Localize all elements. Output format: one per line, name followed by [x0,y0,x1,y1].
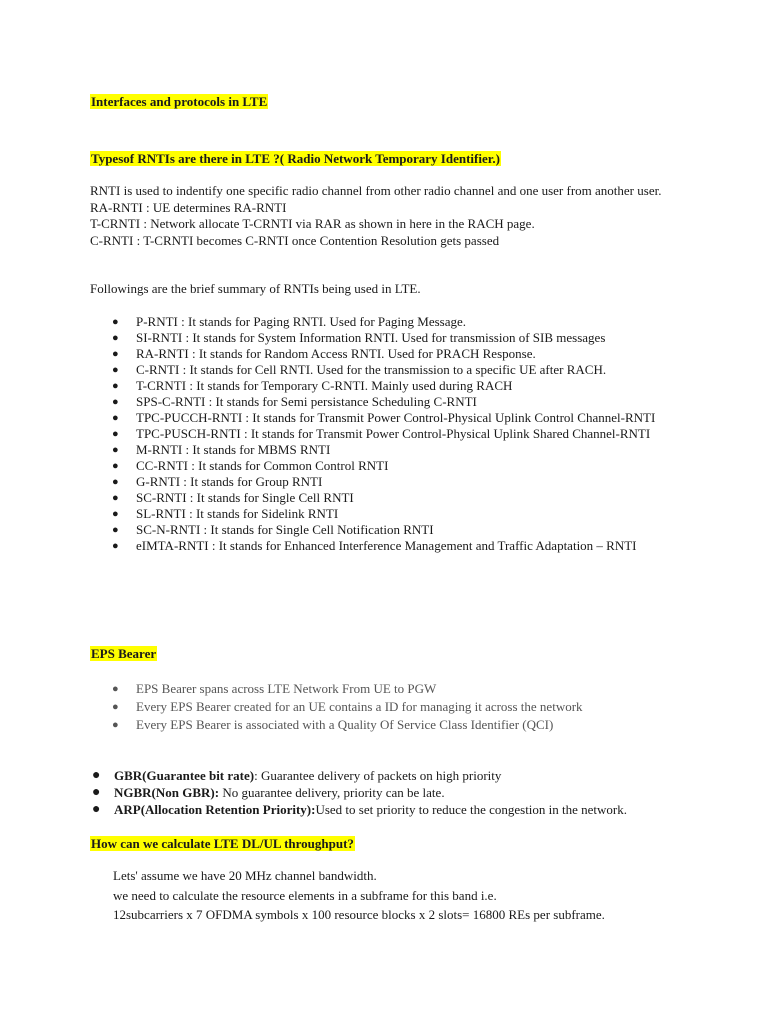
list-item [112,522,672,538]
bearer-desc: Used to set priority to reduce the congestion in the network. [315,802,628,817]
bearer-desc: No guarantee delivery, priority can be late. [219,785,445,800]
summary-intro [90,281,680,298]
heading-eps-bearer-text: EPS Bearer [91,646,157,661]
rnti-intro-line: RA-RNTI : UE determines RA-RNTI [90,199,287,215]
bullet-icon: ● [112,412,119,424]
list-item [112,426,672,442]
heading-interfaces-text: Interfaces and protocols in LTE [91,94,268,109]
list-item-text: Every EPS Bearer created for an UE contains a ID for managing it across the network [136,699,583,714]
list-item-text: SPS-C-RNTI : It stands for Semi persistance Scheduling C-RNTI [136,394,477,409]
bullet-icon: ● [112,460,119,472]
list-item [112,314,672,330]
bearer-desc: : Guarantee delivery of packets on high priority [254,768,502,783]
list-item [112,410,672,426]
bearer-types-list [92,767,692,818]
list-item [112,716,672,734]
bullet-icon: ● [112,540,119,552]
heading-throughput-text: How can we calculate LTE DL/UL throughput? [91,836,354,851]
throughput-line: Lets' assume we have 20 MHz channel bandwidth. [113,868,377,883]
list-item-text: C-RNTI : It stands for Cell RNTI. Used for the transmission to a specific UE after RACH. [136,362,607,377]
bullet-icon: ● [92,802,101,817]
list-item-text: T-CRNTI : It stands for Temporary C-RNTI. Mainly used during RACH [136,378,513,393]
rnti-intro-line: C-RNTI : T-CRNTI becomes C-RNTI once Contention Resolution gets passed [90,232,500,248]
bullet-icon: ● [112,316,119,328]
list-item-text: P-RNTI : It stands for Paging RNTI. Used for Paging Message. [136,314,467,329]
list-item-text: EPS Bearer spans across LTE Network From UE to PGW [136,681,437,696]
list-item [112,490,672,506]
heading-rnti-types-text: Typesof RNTIs are there in LTE ?( Radio Network Temporary Identifier.) [91,151,500,166]
list-item [92,784,692,801]
bullet-icon: ● [112,364,119,376]
list-item [112,346,672,362]
rnti-intro-line: T-CRNTI : Network allocate T-CRNTI via RAR as shown in here in the RACH page. [90,216,535,231]
list-item [92,801,692,818]
bullet-icon: ● [112,428,119,440]
list-item [92,767,692,784]
bearer-term: GBR(Guarantee bit rate) [114,768,255,783]
list-item-text: TPC-PUCCH-RNTI : It stands for Transmit Power Control-Physical Uplink Control Channel-RNTI [136,410,656,425]
list-item [112,442,672,458]
list-item-text: M-RNTI : It stands for MBMS RNTI [136,442,331,457]
list-item [112,506,672,522]
bullet-icon: ● [112,348,119,360]
rnti-list [112,314,672,554]
bullet-icon: ● [112,524,119,536]
bullet-icon: ● [112,508,119,520]
list-item [112,362,672,378]
list-item-text: SC-N-RNTI : It stands for Single Cell Notification RNTI [136,522,434,537]
list-item-text: Every EPS Bearer is associated with a Quality Of Service Class Identifier (QCI) [136,717,554,732]
bearer-term: NGBR(Non GBR): [114,785,220,800]
bullet-icon: ● [112,492,119,504]
rnti-intro-line: RNTI is used to indentify one specific radio channel from other radio channel and one user from another user. [90,183,662,198]
list-item-text: eIMTA-RNTI : It stands for Enhanced Interference Management and Traffic Adaptation – RNTI [136,538,637,553]
heading-rnti-types [90,151,501,167]
list-item-text: SL-RNTI : It stands for Sidelink RNTI [136,506,339,521]
list-item [112,458,672,474]
heading-throughput [90,836,355,852]
heading-eps-bearer [90,646,157,662]
heading-interfaces [90,94,268,110]
list-item-text: G-RNTI : It stands for Group RNTI [136,474,323,489]
list-item [112,394,672,410]
bullet-icon: ● [112,332,119,344]
list-item-text: SC-RNTI : It stands for Single Cell RNTI [136,490,354,505]
throughput-line: 12subcarriers x 7 OFDMA symbols x 100 resource blocks x 2 slots= 16800 REs per subframe. [113,907,605,922]
list-item [112,680,672,698]
eps-list [112,680,672,734]
bullet-icon: ● [112,444,119,456]
bullet-icon: ● [92,785,101,800]
list-item [112,698,672,716]
list-item-text: SI-RNTI : It stands for System Information RNTI. Used for transmission of SIB messages [136,330,606,345]
list-item [112,474,672,490]
bullet-icon: ● [112,683,119,695]
list-item-text: TPC-PUSCH-RNTI : It stands for Transmit Power Control-Physical Uplink Shared Channel-RNTI [136,426,651,441]
bullet-icon: ● [112,701,119,713]
summary-intro-text: Followings are the brief summary of RNTIs being used in LTE. [90,281,421,296]
list-item-text: RA-RNTI : It stands for Random Access RNTI. Used for PRACH Response. [136,346,536,361]
bullet-icon: ● [112,476,119,488]
bullet-icon: ● [112,719,119,731]
list-item [112,378,672,394]
bearer-term: ARP(Allocation Retention Priority): [114,802,316,817]
throughput-line: we need to calculate the resource elements in a subframe for this band i.e. [113,887,497,903]
rnti-intro [90,183,680,249]
list-item [112,538,672,554]
bullet-icon: ● [112,380,119,392]
list-item-text: CC-RNTI : It stands for Common Control RNTI [136,458,389,473]
bullet-icon: ● [112,396,119,408]
list-item [112,330,672,346]
bullet-icon: ● [92,768,101,783]
throughput-calc [113,866,703,925]
